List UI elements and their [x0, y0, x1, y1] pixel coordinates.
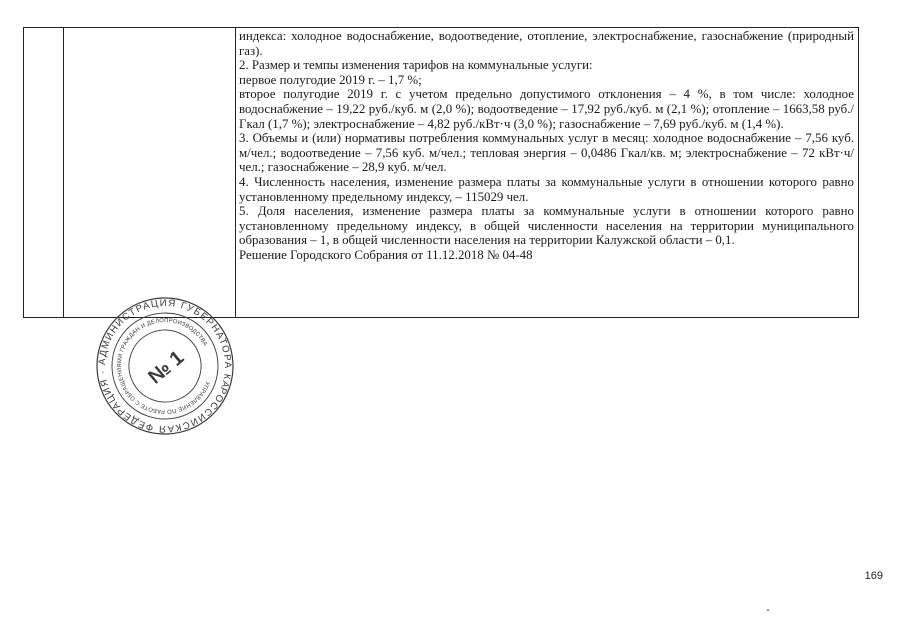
- table-column-description: [239, 29, 854, 263]
- official-seal-stamp: [95, 296, 235, 436]
- paragraph-council-decision: Решение Городского Собрания от 11.12.2018 № 04-48: [239, 247, 533, 262]
- paragraph-consumption: 3. Объемы и (или) нормативы потребления коммунальных услуг в месяц: холодное водоснабжение – 7,56 куб. м/чел.; водоотведение – 7,56 куб. м/чел.; тепловая энергия – 0,0486 Гкал/кв. м; электроснабжение – 72 кВт·ч/чел.; газоснабжение – 28,9 куб. м/чел.: [239, 131, 854, 175]
- paragraph-indices: индекса: холодное водоснабжение, водоотведение, отопление, электроснабжение, газоснабжение (природный газ).: [239, 29, 854, 58]
- document-table: [23, 27, 859, 318]
- scan-speck: [767, 609, 769, 611]
- paragraph-population-share: 5. Доля населения, изменение размера платы за коммунальные услуги в отношении которого равно установленному предельному индексу, в общей численности населения на территории муниципального образования – 1, в общей численности населения на территории Калужской области – 0,1.: [239, 204, 854, 248]
- page-number: 169: [864, 570, 883, 582]
- paragraph-population: 4. Численность населения, изменение размера платы за коммунальные услуги в отношении которого равно установленному предельному индексу, – 115029 чел.: [239, 174, 854, 204]
- seal-outer-text: РОССИЙСКАЯ ФЕДЕРАЦИЯ · АДМИНИСТРАЦИЯ ГУБЕРНАТОРА КАЛУЖСКОЙ: [96, 297, 234, 435]
- seal-inner-text: УПРАВЛЕНИЕ ПО РАБОТЕ С ОБРАЩЕНИЯМИ ГРАЖДАН И ДЕЛОПРОИЗВОДСТВА: [116, 317, 211, 415]
- paragraph-first-half: первое полугодие 2019 г. – 1,7 %;: [239, 72, 422, 87]
- paragraph-second-half: второе полугодие 2019 г. с учетом предельно допустимого отклонения – 4 %, в том числе: холодное водоснабжение – 19,22 руб./куб. м (2,0 %); водоотведение – 17,92 руб./куб. м (2,1 %); отопление – 1663,58 руб./Гкал (1,7 %); электроснабжение – 4,82 руб./кВт·ч (3,0 %); газоснабжение – 7,69 руб./куб. м (1,4 %).: [239, 87, 854, 131]
- table-column-name: [64, 28, 236, 317]
- table-column-number: [24, 28, 64, 317]
- seal-number-text: № 1: [144, 346, 189, 389]
- paragraph-tariffs-heading: 2. Размер и темпы изменения тарифов на коммунальные услуги:: [239, 58, 593, 73]
